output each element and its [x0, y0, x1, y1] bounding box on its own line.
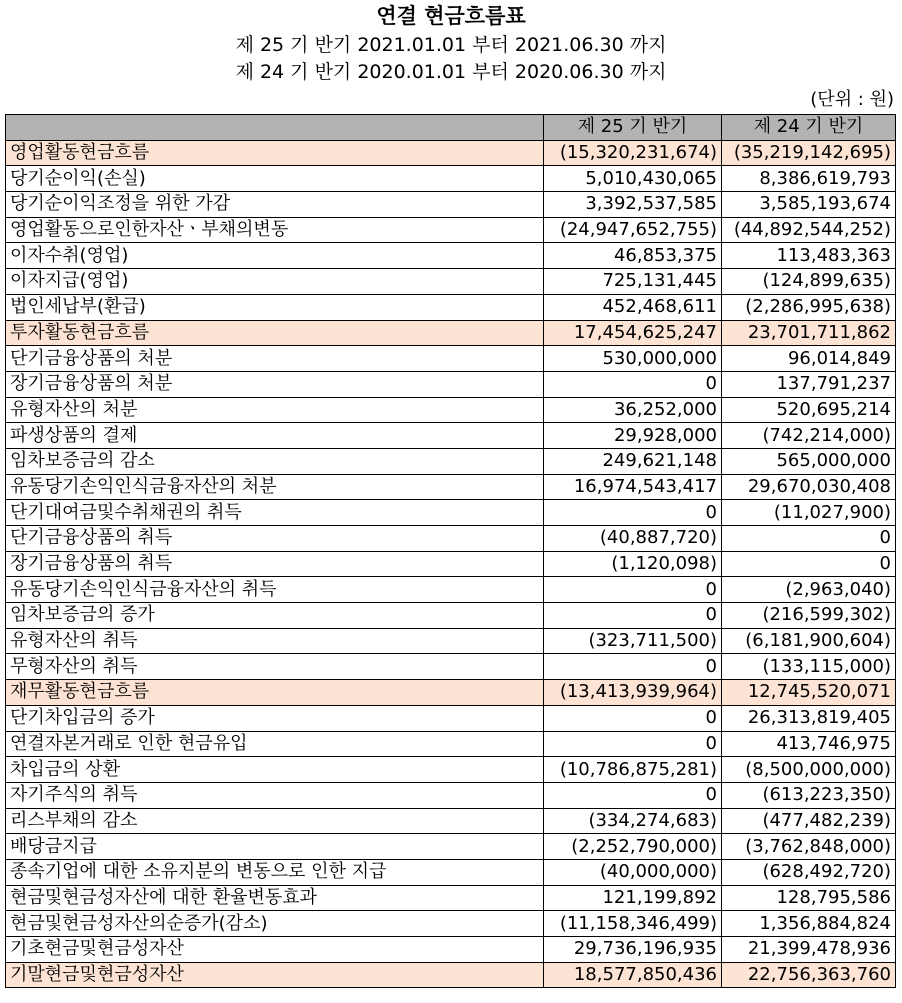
current-period-value: 452,468,611 — [544, 294, 722, 320]
table-row — [6, 808, 896, 834]
current-period-value: 0 — [544, 371, 722, 397]
table-row — [6, 474, 896, 500]
row-label: 단기금융상품의 처분 — [6, 346, 544, 372]
prior-period-value: 8,386,619,793 — [722, 166, 896, 192]
current-period-value: (334,274,683) — [544, 808, 722, 834]
current-period-value: (40,000,000) — [544, 859, 722, 885]
row-label: 현금및현금성자산의순증가(감소) — [6, 911, 544, 937]
row-label: 차입금의 상환 — [6, 757, 544, 783]
table-row — [6, 371, 896, 397]
prior-period-value: (613,223,350) — [722, 782, 896, 808]
current-period-value: 16,974,543,417 — [544, 474, 722, 500]
row-label: 리스부채의 감소 — [6, 808, 544, 834]
row-label: 기초현금및현금성자산 — [6, 937, 544, 963]
current-period-value: 5,010,430,065 — [544, 166, 722, 192]
current-period-value: (323,711,500) — [544, 628, 722, 654]
row-label: 당기순이익(손실) — [6, 166, 544, 192]
table-row — [6, 962, 896, 988]
prior-period-value: 12,745,520,071 — [722, 680, 896, 706]
current-period-value: 725,131,445 — [544, 269, 722, 295]
table-body — [6, 140, 896, 988]
header-label-column — [6, 115, 544, 141]
table-row — [6, 243, 896, 269]
table-row — [6, 140, 896, 166]
prior-period-value: 96,014,849 — [722, 346, 896, 372]
table-row — [6, 577, 896, 603]
current-period-value: 0 — [544, 654, 722, 680]
table-row — [6, 526, 896, 552]
row-label: 무형자산의 취득 — [6, 654, 544, 680]
prior-period-value: 113,483,363 — [722, 243, 896, 269]
row-label: 투자활동현금흐름 — [6, 320, 544, 346]
row-label: 재무활동현금흐름 — [6, 680, 544, 706]
row-label: 법인세납부(환급) — [6, 294, 544, 320]
table-row — [6, 603, 896, 629]
row-label: 단기대여금및수취채권의 취득 — [6, 500, 544, 526]
prior-period-value: (8,500,000,000) — [722, 757, 896, 783]
period-prior: 제 24 기 반기 2020.01.01 부터 2020.06.30 까지 — [235, 61, 667, 83]
prior-period-value: 1,356,884,824 — [722, 911, 896, 937]
header-prior-period: 제 24 기 반기 — [722, 115, 896, 141]
current-period-value: (40,887,720) — [544, 526, 722, 552]
table-row — [6, 628, 896, 654]
table-row — [6, 397, 896, 423]
table-row — [6, 551, 896, 577]
row-label: 유동당기손익인식금융자산의 처분 — [6, 474, 544, 500]
table-row — [6, 269, 896, 295]
table-row — [6, 346, 896, 372]
row-label: 단기금융상품의 취득 — [6, 526, 544, 552]
table-row — [6, 680, 896, 706]
table-row — [6, 448, 896, 474]
current-period-value: 0 — [544, 577, 722, 603]
row-label: 종속기업에 대한 소유지분의 변동으로 인한 지급 — [6, 859, 544, 885]
prior-period-value: 128,795,586 — [722, 885, 896, 911]
prior-period-value: (628,492,720) — [722, 859, 896, 885]
row-label: 유형자산의 처분 — [6, 397, 544, 423]
prior-period-value: 3,585,193,674 — [722, 192, 896, 218]
current-period-value: 0 — [544, 603, 722, 629]
current-period-value: 36,252,000 — [544, 397, 722, 423]
prior-period-value: (133,115,000) — [722, 654, 896, 680]
row-label: 연결자본거래로 인한 현금유입 — [6, 731, 544, 757]
current-period-value: (11,158,346,499) — [544, 911, 722, 937]
prior-period-value: (2,286,995,638) — [722, 294, 896, 320]
prior-period-value: (6,181,900,604) — [722, 628, 896, 654]
row-label: 배당금지급 — [6, 834, 544, 860]
current-period-value: 46,853,375 — [544, 243, 722, 269]
current-period-value: 3,392,537,585 — [544, 192, 722, 218]
table-row — [6, 217, 896, 243]
row-label: 임차보증금의 감소 — [6, 448, 544, 474]
table-row — [6, 911, 896, 937]
prior-period-value: 137,791,237 — [722, 371, 896, 397]
current-period-value: (10,786,875,281) — [544, 757, 722, 783]
table-row — [6, 654, 896, 680]
table-row — [6, 937, 896, 963]
prior-period-value: 22,756,363,760 — [722, 962, 896, 988]
row-label: 당기순이익조정을 위한 가감 — [6, 192, 544, 218]
table-row — [6, 500, 896, 526]
unit-label: (단위 : 원) — [810, 89, 894, 110]
table-row — [6, 166, 896, 192]
prior-period-value: (216,599,302) — [722, 603, 896, 629]
prior-period-value: 29,670,030,408 — [722, 474, 896, 500]
prior-period-value: (11,027,900) — [722, 500, 896, 526]
table-row — [6, 423, 896, 449]
statement-title: 연결 현금흐름표 — [376, 4, 526, 28]
prior-period-value: (2,963,040) — [722, 577, 896, 603]
table-row — [6, 705, 896, 731]
table-header-row — [6, 115, 896, 141]
prior-period-value: 26,313,819,405 — [722, 705, 896, 731]
row-label: 영업활동으로인한자산ㆍ부채의변동 — [6, 217, 544, 243]
current-period-value: 0 — [544, 705, 722, 731]
current-period-value: 29,928,000 — [544, 423, 722, 449]
current-period-value: (13,413,939,964) — [544, 680, 722, 706]
prior-period-value: 520,695,214 — [722, 397, 896, 423]
period-current: 제 25 기 반기 2021.01.01 부터 2021.06.30 까지 — [235, 34, 667, 56]
prior-period-value: 0 — [722, 551, 896, 577]
current-period-value: 121,199,892 — [544, 885, 722, 911]
row-label: 파생상품의 결제 — [6, 423, 544, 449]
prior-period-value: (477,482,239) — [722, 808, 896, 834]
row-label: 단기차입금의 증가 — [6, 705, 544, 731]
prior-period-value: (35,219,142,695) — [722, 140, 896, 166]
row-label: 기말현금및현금성자산 — [6, 962, 544, 988]
current-period-value: (1,120,098) — [544, 551, 722, 577]
header-current-period: 제 25 기 반기 — [544, 115, 722, 141]
prior-period-value: 23,701,711,862 — [722, 320, 896, 346]
current-period-value: (2,252,790,000) — [544, 834, 722, 860]
prior-period-value: (742,214,000) — [722, 423, 896, 449]
current-period-value: 18,577,850,436 — [544, 962, 722, 988]
table-row — [6, 757, 896, 783]
current-period-value: 249,621,148 — [544, 448, 722, 474]
row-label: 이자지급(영업) — [6, 269, 544, 295]
current-period-value: (15,320,231,674) — [544, 140, 722, 166]
row-label: 유동당기손익인식금융자산의 취득 — [6, 577, 544, 603]
prior-period-value: 21,399,478,936 — [722, 937, 896, 963]
table-row — [6, 782, 896, 808]
table-row — [6, 320, 896, 346]
row-label: 장기금융상품의 처분 — [6, 371, 544, 397]
table-row — [6, 294, 896, 320]
table-row — [6, 731, 896, 757]
current-period-value: (24,947,652,755) — [544, 217, 722, 243]
row-label: 현금및현금성자산에 대한 환율변동효과 — [6, 885, 544, 911]
current-period-value: 0 — [544, 500, 722, 526]
prior-period-value: 413,746,975 — [722, 731, 896, 757]
current-period-value: 17,454,625,247 — [544, 320, 722, 346]
current-period-value: 0 — [544, 782, 722, 808]
row-label: 이자수취(영업) — [6, 243, 544, 269]
row-label: 유형자산의 취득 — [6, 628, 544, 654]
table-row — [6, 834, 896, 860]
prior-period-value: 565,000,000 — [722, 448, 896, 474]
prior-period-value: (124,899,635) — [722, 269, 896, 295]
prior-period-value: (44,892,544,252) — [722, 217, 896, 243]
cash-flow-table — [5, 114, 896, 988]
row-label: 임차보증금의 증가 — [6, 603, 544, 629]
current-period-value: 0 — [544, 731, 722, 757]
table-row — [6, 885, 896, 911]
prior-period-value: 0 — [722, 526, 896, 552]
row-label: 영업활동현금흐름 — [6, 140, 544, 166]
table-row — [6, 859, 896, 885]
row-label: 자기주식의 취득 — [6, 782, 544, 808]
current-period-value: 29,736,196,935 — [544, 937, 722, 963]
row-label: 장기금융상품의 취득 — [6, 551, 544, 577]
current-period-value: 530,000,000 — [544, 346, 722, 372]
table-row — [6, 192, 896, 218]
prior-period-value: (3,762,848,000) — [722, 834, 896, 860]
